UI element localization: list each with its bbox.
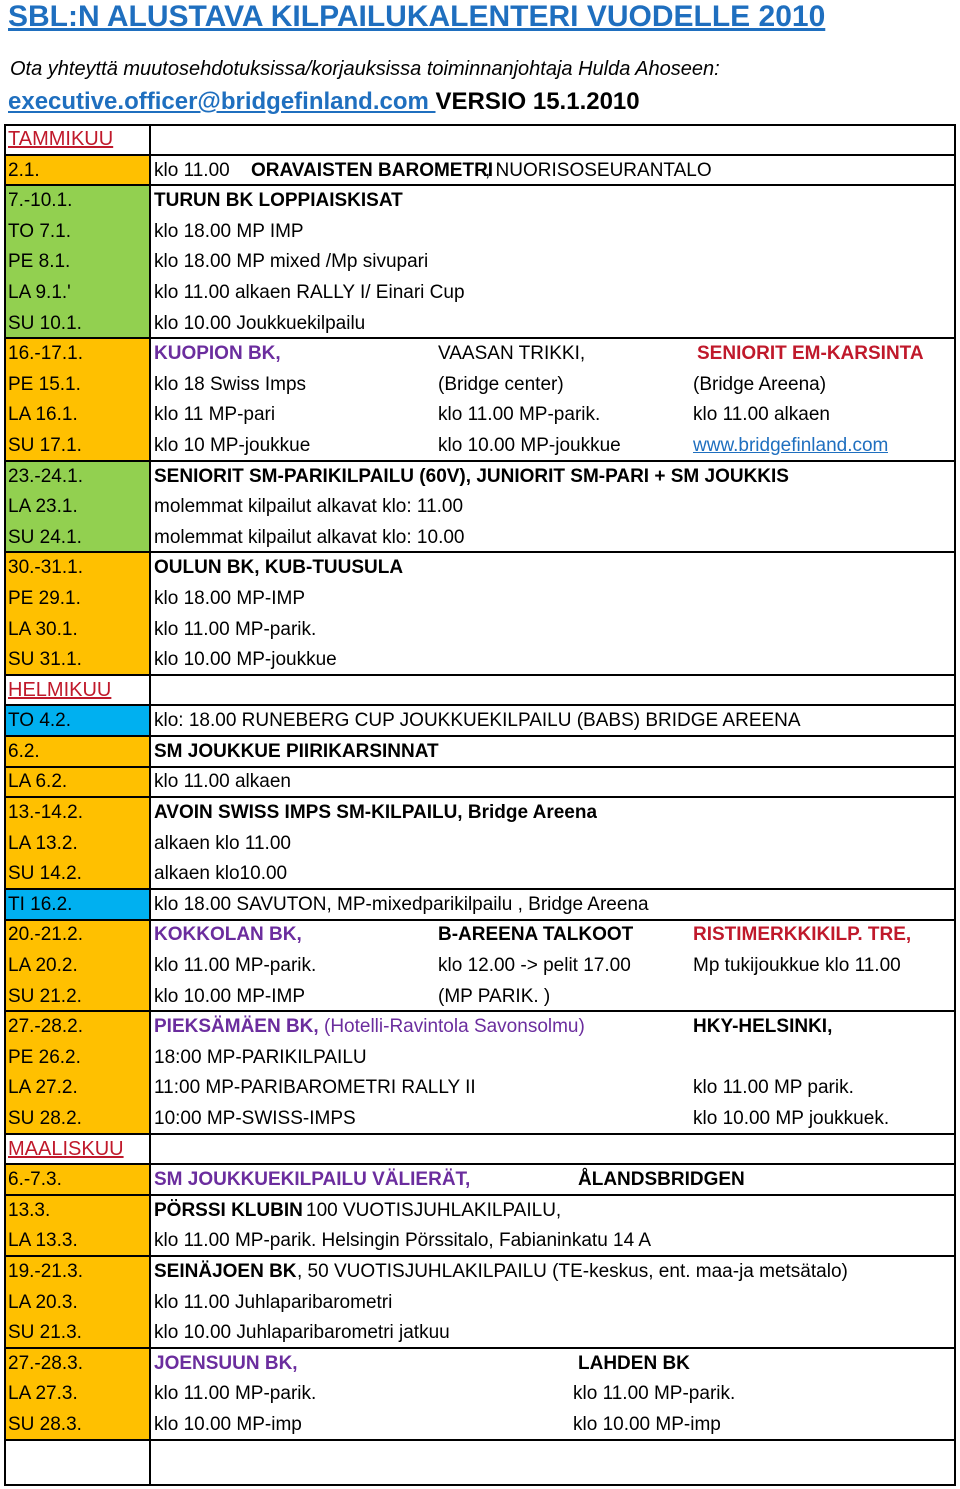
event-cell: klo 10.00 MP-imp <box>154 1413 302 1435</box>
table-row <box>4 981 956 1012</box>
row-divider <box>4 796 956 798</box>
table-row <box>4 1225 956 1256</box>
event-cell: klo 11 MP-pari <box>154 404 276 426</box>
table-row <box>4 950 956 981</box>
date-cell: PE 15.1. <box>4 369 149 400</box>
event-cell: klo 11.00 alkaen RALLY I/ Einari Cup <box>154 281 465 303</box>
version-label: VERSIO 15.1.2010 <box>435 88 640 115</box>
row-divider <box>4 1439 956 1441</box>
event-cell: klo 11.00 MP-parik. <box>438 404 601 426</box>
event-cell: Mp tukijoukkue klo 11.00 <box>693 955 901 977</box>
table-row <box>4 430 956 461</box>
table-row <box>4 1072 956 1103</box>
row-divider <box>4 1347 956 1349</box>
email-link[interactable]: executive.officer@bridgefinland.com <box>8 88 436 115</box>
date-cell: PE 8.1. <box>4 246 149 277</box>
row-divider <box>4 674 956 676</box>
table-row <box>4 338 956 369</box>
event-cell: klo 10.00 MP-IMP <box>154 985 305 1007</box>
contact-line <box>8 88 640 116</box>
month-label: HELMIKUU <box>4 675 149 706</box>
month-label: MAALISKUU <box>4 1134 149 1165</box>
event-cell: klo 10.00 MP-joukkue <box>154 649 337 671</box>
event-cell: klo 18.00 SAVUTON, MP-mixedparikilpailu , Bridge Areena <box>154 893 649 915</box>
table-row <box>4 614 956 645</box>
table-row <box>4 399 956 430</box>
event-cell: klo 18.00 MP-IMP <box>154 587 305 609</box>
table-row <box>4 277 956 308</box>
date-cell: SU 28.2. <box>4 1103 149 1134</box>
date-cell: LA 6.2. <box>4 766 149 797</box>
date-cell: TO 4.2. <box>4 705 149 736</box>
website-link[interactable]: www.bridgefinland.com <box>693 434 889 456</box>
date-cell: 16.-17.1. <box>4 338 149 369</box>
table-row <box>4 1103 956 1134</box>
date-cell: SU 28.3. <box>4 1409 149 1440</box>
table-row <box>4 491 956 522</box>
event-cell: klo 18 Swiss Imps <box>154 373 307 395</box>
date-cell: 6.2. <box>4 736 149 767</box>
row-divider <box>4 766 956 768</box>
row-divider <box>4 919 956 921</box>
event-cell: SENIORIT EM-KARSINTA <box>697 343 924 365</box>
date-cell: TI 16.2. <box>4 889 149 920</box>
event-cell: AVOIN SWISS IMPS SM-KILPAILU, Bridge Areena <box>154 802 598 824</box>
table-row <box>4 1256 956 1287</box>
row-divider <box>4 337 956 339</box>
event-cell: (MP PARIK. ) <box>438 985 551 1007</box>
table-row <box>4 889 956 920</box>
date-cell: 13.-14.2. <box>4 797 149 828</box>
date-cell: 23.-24.1. <box>4 461 149 492</box>
table-row <box>4 828 956 859</box>
event-cell: KUOPION BK, <box>154 343 281 365</box>
date-cell: PE 29.1. <box>4 583 149 614</box>
date-cell: 30.-31.1. <box>4 552 149 583</box>
table-row <box>4 246 956 277</box>
table-row <box>4 736 956 767</box>
date-cell: 27.-28.3. <box>4 1348 149 1379</box>
month-header-row <box>4 675 956 706</box>
event-cell: molemmat kilpailut alkavat klo: 10.00 <box>154 526 465 548</box>
date-cell: SU 10.1. <box>4 308 149 339</box>
event-cell: klo 11.00 <box>154 159 230 181</box>
column-divider <box>149 124 151 1486</box>
date-cell: LA 16.1. <box>4 399 149 430</box>
row-divider <box>4 184 956 186</box>
event-cell: (Bridge center) <box>438 373 564 395</box>
table-row <box>4 1164 956 1195</box>
table-row <box>4 644 956 675</box>
event-cell: klo 11.00 alkaen <box>693 404 830 426</box>
event-cell: ORAVAISTEN BAROMETRI <box>251 159 494 181</box>
date-cell: SU 24.1. <box>4 522 149 553</box>
table-row <box>4 1287 956 1318</box>
event-cell: klo 10.00 MP-imp <box>573 1413 721 1435</box>
event-cell: klo 10.00 Juhlaparibarometri jatkuu <box>154 1322 450 1344</box>
table-row <box>4 552 956 583</box>
event-cell: klo 11.00 Juhlaparibarometri <box>154 1291 393 1313</box>
date-cell: 2.1. <box>4 155 149 186</box>
date-cell: LA 20.3. <box>4 1287 149 1318</box>
event-cell: RISTIMERKKIKILP. TRE, <box>693 924 912 946</box>
event-cell: HKY-HELSINKI, <box>693 1016 833 1038</box>
date-cell: 20.-21.2. <box>4 919 149 950</box>
table-row <box>4 858 956 889</box>
table-row <box>4 461 956 492</box>
event-cell: , NUORISOSEURANTALO <box>485 159 712 181</box>
event-cell: klo 10.00 MP joukkuek. <box>693 1108 890 1129</box>
event-cell: OULUN BK, KUB-TUUSULA <box>154 557 404 579</box>
row-divider <box>4 551 956 553</box>
table-row <box>4 1409 956 1440</box>
row-divider <box>4 1163 956 1165</box>
row-divider <box>4 460 956 462</box>
calendar-table <box>4 124 956 1440</box>
table-row <box>4 216 956 247</box>
table-row <box>4 1317 956 1348</box>
date-cell: 27.-28.2. <box>4 1011 149 1042</box>
event-cell: klo 10.00 MP-joukkue <box>438 434 621 456</box>
event-cell: 10:00 MP-SWISS-IMPS <box>154 1108 356 1129</box>
event-cell: klo 11.00 MP parik. <box>693 1077 854 1099</box>
event-cell: ÅLANDSBRIDGEN <box>578 1169 745 1191</box>
event-cell: , 50 VUOTISJUHLAKILPAILU (TE-keskus, ent. maa-ja metsätalo) <box>297 1260 848 1282</box>
event-cell: klo 12.00 -> pelit 17.00 <box>438 955 631 977</box>
table-row <box>4 369 956 400</box>
event-cell: LAHDEN BK <box>578 1352 690 1374</box>
table-row <box>4 583 956 614</box>
event-cell: 18:00 MP-PARIKILPAILU <box>154 1046 367 1068</box>
date-cell: LA 27.3. <box>4 1378 149 1409</box>
date-cell: 13.3. <box>4 1195 149 1226</box>
event-cell: PÖRSSI KLUBIN <box>154 1199 303 1221</box>
event-cell: PIEKSÄMÄEN BK, <box>154 1016 319 1038</box>
event-cell: 100 VUOTISJUHLAKILPAILU, <box>306 1199 562 1221</box>
row-divider <box>4 888 956 890</box>
event-cell: SEINÄJOEN BK <box>154 1260 297 1282</box>
event-cell: TURUN BK LOPPIAISKISAT <box>154 190 403 212</box>
event-cell: klo 18.00 MP IMP <box>154 220 304 242</box>
event-cell: klo 11.00 MP-parik. <box>573 1383 736 1405</box>
date-cell: LA 9.1.' <box>4 277 149 308</box>
event-cell: 11:00 MP-PARIBAROMETRI RALLY II <box>154 1077 476 1099</box>
row-divider <box>4 1133 956 1135</box>
table-row <box>4 1042 956 1073</box>
event-cell: (Hotelli-Ravintola Savonsolmu) <box>324 1016 585 1038</box>
event-cell: KOKKOLAN BK, <box>154 924 302 946</box>
table-row <box>4 1378 956 1409</box>
event-cell: molemmat kilpailut alkavat klo: 11.00 <box>154 496 464 518</box>
table-row <box>4 308 956 339</box>
row-divider <box>4 1010 956 1012</box>
date-cell: SU 21.3. <box>4 1317 149 1348</box>
event-cell: SM JOUKKUE PIIRIKARSINNAT <box>154 740 439 762</box>
row-divider <box>4 154 956 156</box>
date-cell: PE 26.2. <box>4 1042 149 1073</box>
event-cell: SM JOUKKUEKILPAILU VÄLIERÄT, <box>154 1169 471 1191</box>
date-cell: SU 17.1. <box>4 430 149 461</box>
table-row <box>4 919 956 950</box>
table-row <box>4 797 956 828</box>
event-cell: klo 11.00 MP-parik. Helsingin Pörssitalo, Fabianinkatu 14 A <box>154 1230 652 1252</box>
table-row <box>4 1348 956 1379</box>
row-divider <box>4 735 956 737</box>
month-label: TAMMIKUU <box>4 124 149 155</box>
page-title: SBL:N ALUSTAVA KILPAILUKALENTERI VUODELLE 2010 <box>8 0 826 33</box>
event-cell: VAASAN TRIKKI, <box>438 343 586 365</box>
table-row <box>4 155 956 186</box>
table-row <box>4 185 956 216</box>
month-header-row <box>4 1134 956 1165</box>
event-cell: alkaen klo 11.00 <box>154 832 291 854</box>
month-header-row <box>4 124 956 155</box>
table-row <box>4 705 956 736</box>
event-cell: klo 11.00 alkaen <box>154 771 291 793</box>
event-cell: klo 18.00 MP mixed /Mp sivupari <box>154 251 429 273</box>
row-divider <box>4 1194 956 1196</box>
date-cell: LA 13.2. <box>4 828 149 859</box>
date-cell: LA 20.2. <box>4 950 149 981</box>
event-cell: klo: 18.00 RUNEBERG CUP JOUKKUEKILPAILU (BABS) BRIDGE AREENA <box>154 710 801 732</box>
table-row <box>4 1195 956 1226</box>
date-cell: LA 27.2. <box>4 1072 149 1103</box>
row-divider <box>4 1255 956 1257</box>
event-cell: klo 11.00 MP-parik. <box>154 1383 317 1405</box>
date-cell: 6.-7.3. <box>4 1164 149 1195</box>
table-row <box>4 522 956 553</box>
date-cell: 19.-21.3. <box>4 1256 149 1287</box>
event-cell: klo 10.00 Joukkuekilpailu <box>154 312 366 334</box>
event-cell: klo 11.00 MP-parik. <box>154 618 317 640</box>
row-divider <box>4 704 956 706</box>
date-cell: SU 21.2. <box>4 981 149 1012</box>
date-cell: SU 31.1. <box>4 644 149 675</box>
event-cell: klo 11.00 MP-parik. <box>154 955 317 977</box>
date-cell: TO 7.1. <box>4 216 149 247</box>
event-cell: alkaen klo10.00 <box>154 863 288 885</box>
event-cell: (Bridge Areena) <box>693 373 827 395</box>
date-cell: LA 30.1. <box>4 614 149 645</box>
event-cell: klo 10 MP-joukkue <box>154 434 311 456</box>
date-cell: 7.-10.1. <box>4 185 149 216</box>
event-cell: SENIORIT SM-PARIKILPAILU (60V), JUNIORIT SM-PARI + SM JOUKKIS <box>154 465 789 487</box>
date-cell: LA 23.1. <box>4 491 149 522</box>
event-cell: B-AREENA TALKOOT <box>438 924 634 946</box>
date-cell: SU 14.2. <box>4 858 149 889</box>
contact-instructions: Ota yhteyttä muutosehdotuksissa/korjauksissa toiminnanjohtaja Hulda Ahoseen: <box>10 58 720 80</box>
date-cell: LA 13.3. <box>4 1225 149 1256</box>
event-cell: JOENSUUN BK, <box>154 1352 298 1374</box>
table-row <box>4 766 956 797</box>
table-row <box>4 1011 956 1042</box>
